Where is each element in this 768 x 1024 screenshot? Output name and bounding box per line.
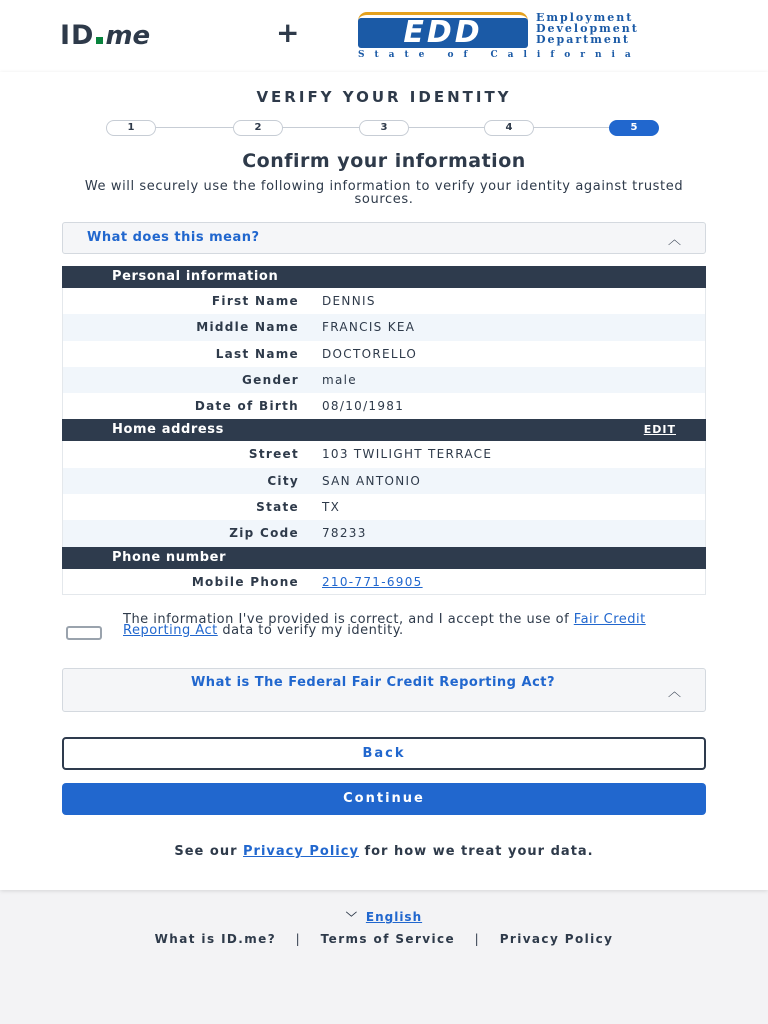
table-row (62, 494, 706, 520)
footer-separator: | (474, 932, 481, 946)
edd-word: Development (536, 22, 639, 35)
field-label: First Name (211, 294, 299, 308)
field-label: Middle Name (196, 320, 299, 335)
consent-text (123, 614, 683, 636)
table-row (62, 314, 706, 340)
step-5-active: 5 (609, 120, 659, 136)
table-row (62, 569, 706, 595)
field-value: 78233 (322, 526, 367, 541)
table-row (62, 393, 706, 419)
field-label: Mobile Phone (191, 574, 299, 589)
field-label: Last Name (215, 346, 299, 361)
consent-text-before: The information I've provided is correct, and I accept the use of (123, 612, 574, 627)
field-value: TX (322, 500, 341, 515)
edit-address-link[interactable]: EDIT (643, 423, 676, 437)
step-1: 1 (106, 120, 156, 136)
step-4: 4 (484, 120, 534, 136)
top-bar (0, 0, 768, 72)
step-3: 3 (359, 120, 409, 136)
footer-link-terms[interactable]: Terms of Service (320, 932, 456, 946)
field-value: 08/10/1981 (322, 399, 405, 414)
field-label: City (267, 473, 299, 488)
accordion-label: What is The Federal Fair Credit Reporting Act? (190, 675, 556, 690)
card-title: VERIFY YOUR IDENTITY (256, 88, 512, 106)
table-row (62, 367, 706, 393)
table-row (62, 520, 706, 546)
edd-word: Employment (536, 11, 634, 24)
edd-mark-text: EDD (403, 15, 483, 50)
address-section-header (62, 419, 706, 441)
field-label: State (256, 500, 299, 515)
section-title: Personal information (112, 269, 279, 284)
edd-state: State of California (358, 50, 641, 60)
footer-separator: | (295, 932, 302, 946)
continue-button[interactable]: Continue (62, 783, 706, 815)
field-label: Zip Code (229, 526, 299, 541)
table-row (62, 288, 706, 314)
field-label: Date of Birth (194, 399, 299, 414)
idme-logo[interactable] (60, 20, 150, 50)
edd-words (536, 12, 708, 45)
fcra-link[interactable]: Fair Credit Reporting Act (123, 612, 646, 638)
table-row (62, 468, 706, 494)
field-value: male (322, 372, 357, 387)
progress-stepper (106, 120, 662, 136)
chevron-up-icon: ︿ (667, 685, 681, 700)
edd-mark (358, 15, 528, 50)
footer-links (0, 932, 768, 946)
field-value: FRANCIS KEA (322, 320, 416, 335)
consent-block (66, 614, 706, 654)
footer-link-privacy[interactable]: Privacy Policy (499, 932, 614, 946)
personal-section-header (62, 266, 706, 288)
information-table (62, 266, 706, 595)
fcra-accordion[interactable] (62, 668, 706, 712)
privacy-note (70, 846, 698, 858)
idme-logo-id: ID (60, 20, 95, 51)
field-label: Gender (242, 372, 299, 387)
what-does-this-mean-accordion[interactable] (62, 222, 706, 254)
privacy-policy-link[interactable]: Privacy Policy (243, 844, 359, 859)
consent-checkbox[interactable] (66, 626, 102, 640)
intro-text: We will securely use the following information to verify your identity against trusted sources. (84, 179, 684, 207)
verify-card (0, 72, 768, 890)
field-value: DOCTORELLO (322, 346, 418, 361)
language-selector[interactable] (0, 909, 768, 925)
table-row (62, 341, 706, 367)
page-heading: Confirm your information (242, 150, 526, 172)
plus-sign: + (276, 16, 300, 49)
privacy-after: for how we treat your data. (358, 844, 594, 859)
chevron-up-icon: ︿ (667, 233, 681, 248)
step-2: 2 (233, 120, 283, 136)
table-row (62, 441, 706, 467)
idme-logo-dot (96, 37, 103, 44)
phone-number-link[interactable]: 210-771-6905 (322, 574, 423, 589)
edd-logo (356, 11, 708, 60)
phone-section-header (62, 547, 706, 569)
field-label: Street (248, 447, 299, 462)
field-value: SAN ANTONIO (322, 473, 422, 488)
back-button[interactable]: Back (62, 737, 706, 770)
footer-link-what-is-idme[interactable]: What is ID.me? (154, 932, 277, 946)
privacy-before: See our (174, 844, 244, 859)
field-value: DENNIS (322, 294, 376, 308)
edd-word: Department (536, 33, 630, 46)
accordion-label: What does this mean? (87, 230, 260, 245)
language-label: English (365, 910, 423, 924)
chevron-down-icon: ﹀ (345, 911, 358, 924)
field-value: 103 TWILIGHT TERRACE (322, 447, 493, 462)
section-title: Phone number (112, 549, 227, 565)
consent-text-after: data to verify my identity. (217, 623, 404, 638)
idme-logo-me: me (105, 21, 151, 51)
section-title: Home address (112, 422, 224, 438)
